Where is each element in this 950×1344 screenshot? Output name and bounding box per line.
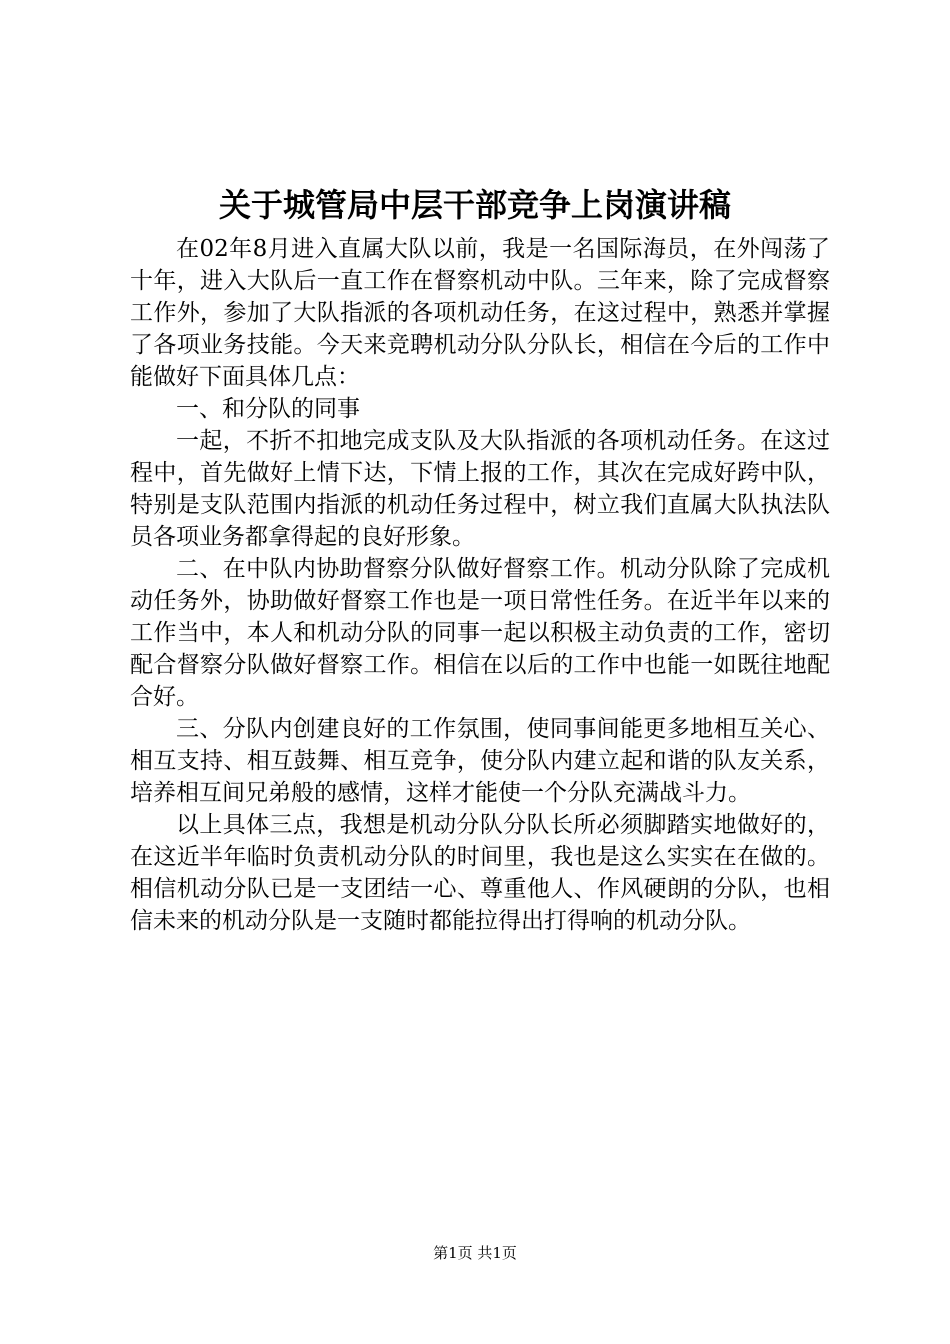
paragraph-point-one: 一起，不折不扣地完成支队及大队指派的各项机动任务。在这过程中，首先做好上情下达，下情上报的工作，其次在完成好跨中队，特别是支队范围内指派的机动任务过程中，树立我们直属大队执法队员各项业务都拿得起的良好形象。 <box>130 428 830 550</box>
paragraph-conclusion: 以上具体三点，我想是机动分队分队长所必须脚踏实地做好的，在这近半年临时负责机动分队的时间里，我也是这么实实在在做的。相信机动分队已是一支团结一心、尊重他人、作风硬朗的分队，也相信未来的机动分队是一支随时都能拉得出打得响的机动分队。 <box>130 812 830 934</box>
paragraph-point-three: 三、分队内创建良好的工作氛围，使同事间能更多地相互关心、相互支持、相互鼓舞、相互竞争，使分队内建立起和谐的队友关系，培养相互间兄弟般的感情，这样才能使一个分队充满战斗力。 <box>130 716 830 806</box>
paragraph-intro: 在02年8月进入直属大队以前，我是一名国际海员，在外闯荡了十年，进入大队后一直工作在督察机动中队。三年来，除了完成督察工作外，参加了大队指派的各项机动任务，在这过程中，熟悉并掌握了各项业务技能。今天来竞聘机动分队分队长，相信在今后的工作中能做好下面具体几点： <box>130 236 830 390</box>
page-number-footer: 第1页 共1页 <box>433 1244 517 1262</box>
paragraph-point-two: 二、在中队内协助督察分队做好督察工作。机动分队除了完成机动任务外，协助做好督察工作也是一项日常性任务。在近半年以来的工作当中，本人和机动分队的同事一起以积极主动负责的工作，密切配合督察分队做好督察工作。相信在以后的工作中也能一如既往地配合好。 <box>130 556 830 710</box>
document-title: 关于城管局中层干部竞争上岗演讲稿 <box>218 186 731 224</box>
paragraph-point-one-heading: 一、和分队的同事 <box>176 396 360 422</box>
document-body <box>130 233 830 937</box>
